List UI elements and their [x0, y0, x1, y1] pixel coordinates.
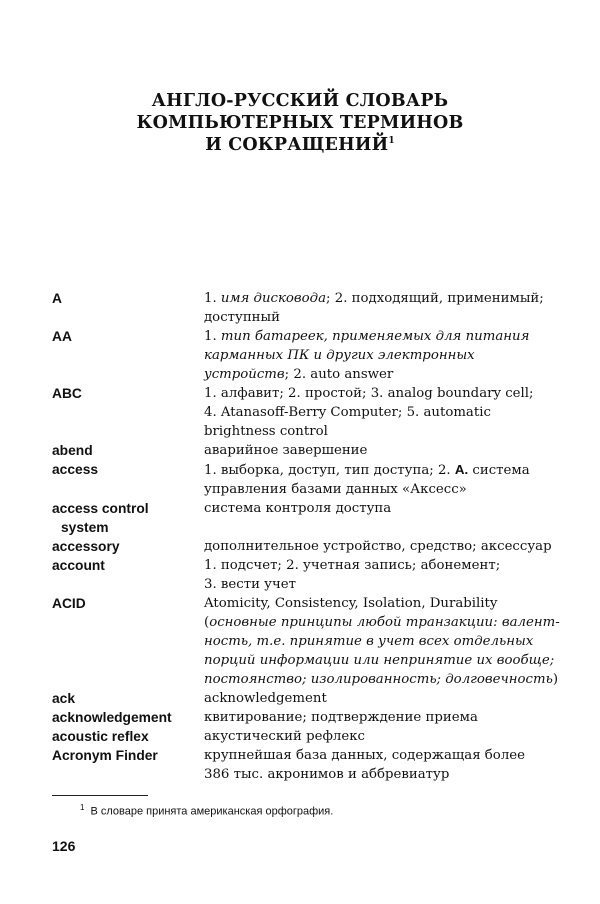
definition-text: аварийное завершение	[204, 443, 368, 458]
title-line-3-text: И СОКРАЩЕНИЙ	[205, 135, 389, 155]
entry-definition	[204, 384, 552, 441]
footnote-divider	[52, 795, 148, 796]
definition-text: акустический рефлекс	[204, 729, 365, 744]
definition-italic-text: карманных ПК и других электронных	[204, 348, 475, 363]
definition-line	[204, 365, 552, 384]
definition-line	[204, 499, 552, 518]
entry-term	[52, 289, 204, 327]
dictionary-entry	[52, 708, 552, 727]
entry-definition	[204, 689, 552, 708]
entry-term-text: ABC	[52, 386, 82, 401]
entry-term-text: accessory	[52, 539, 120, 554]
definition-line	[204, 403, 552, 422]
definition-text: дополнительное устройство, средство; аксессуар	[204, 539, 552, 554]
definition-text: 1. выборка, доступ, тип доступа; 2.	[204, 463, 455, 478]
entry-term	[52, 746, 204, 784]
dictionary-entry	[52, 746, 552, 784]
dictionary-entry	[52, 327, 552, 384]
definition-line	[204, 613, 560, 632]
definition-line	[204, 537, 552, 556]
entry-definition	[204, 746, 552, 784]
definition-line	[204, 422, 552, 441]
dictionary-entries	[52, 289, 560, 784]
definition-text: управления базами данных «Аксесс»	[204, 482, 467, 497]
dictionary-entry	[52, 689, 552, 708]
dictionary-entry	[52, 441, 552, 460]
definition-text: доступный	[204, 310, 280, 325]
footnote-text: В словаре принята американская орфография.	[90, 805, 334, 818]
definition-line	[204, 441, 552, 460]
footnote-mark: 1	[80, 803, 85, 812]
dictionary-entry	[52, 537, 552, 556]
definition-text: квитирование; подтверждение приема	[204, 710, 478, 725]
definition-text: система контроля доступа	[204, 501, 392, 516]
title-line-1: АНГЛО-РУССКИЙ СЛОВАРЬ	[151, 91, 449, 111]
entry-term	[52, 556, 204, 594]
dictionary-entry	[52, 727, 552, 746]
definition-italic-text: порций информации или непринятие их вообще;	[204, 653, 555, 668]
entry-term-text: ACID	[52, 596, 86, 611]
dictionary-entry	[52, 460, 552, 499]
dictionary-entry	[52, 556, 552, 594]
definition-italic-text: устройств	[204, 367, 285, 382]
entry-definition	[204, 708, 552, 727]
definition-italic-text: тип батареек, применяемых для питания	[220, 329, 530, 344]
definition-line	[204, 556, 552, 575]
entry-term	[52, 708, 204, 727]
definition-line	[204, 346, 552, 365]
definition-line	[204, 670, 560, 689]
definition-text: acknowledgement	[204, 691, 327, 706]
definition-line	[204, 727, 552, 746]
page-title	[0, 90, 600, 156]
definition-line	[204, 575, 552, 594]
entry-term-text: AA	[52, 329, 72, 344]
definition-text: brightness control	[204, 424, 328, 439]
entry-term-text: account	[52, 558, 105, 573]
entry-definition	[204, 327, 552, 384]
entry-term	[52, 499, 204, 537]
entry-term-text: acknowledgement	[52, 710, 172, 725]
entry-definition	[204, 460, 552, 499]
entry-term	[52, 460, 204, 499]
definition-text: (	[204, 615, 210, 630]
entry-term-text: acoustic reflex	[52, 729, 149, 744]
definition-text: 1.	[204, 291, 221, 306]
definition-line	[204, 632, 560, 651]
definition-line	[204, 746, 552, 765]
title-line-2: КОМПЬЮТЕРНЫХ ТЕРМИНОВ	[136, 113, 464, 133]
entry-definition	[204, 289, 552, 327]
entry-term-text: abend	[52, 443, 93, 458]
page-number: 126	[52, 838, 76, 854]
entry-term-continuation: system	[61, 520, 109, 535]
entry-term	[52, 537, 204, 556]
dictionary-entry	[52, 289, 552, 327]
entry-definition	[204, 441, 552, 460]
definition-line	[204, 765, 552, 784]
entry-definition	[204, 537, 552, 556]
dictionary-entry	[52, 384, 552, 441]
definition-text: 4. Atanasoff-Berry Computer; 5. automatic	[204, 405, 491, 420]
entry-term-text: access	[52, 462, 99, 477]
definition-text: )	[552, 672, 559, 687]
entry-term	[52, 594, 204, 689]
entry-term	[52, 689, 204, 708]
definition-text: крупнейшая база данных, содержащая более	[204, 748, 526, 763]
entry-definition	[204, 499, 552, 537]
definition-line	[204, 708, 552, 727]
definition-line	[204, 289, 552, 308]
entry-term	[52, 327, 204, 384]
definition-text: ; 2. подходящий, применимый;	[326, 291, 544, 306]
definition-text: 386 тыс. акронимов и аббревиатур	[204, 767, 450, 782]
entry-definition	[204, 594, 560, 689]
title-line-3	[0, 134, 600, 156]
definition-line	[204, 327, 552, 346]
footnote	[80, 800, 333, 820]
definition-text: 1.	[204, 329, 221, 344]
definition-line	[204, 689, 552, 708]
definition-italic-text: имя дисковода	[220, 291, 327, 306]
entry-term	[52, 441, 204, 460]
entry-term-text: A	[52, 291, 62, 306]
dictionary-entry	[52, 499, 552, 537]
definition-italic-text: ность, т.е. принятие в учет всех отдельных	[204, 634, 534, 649]
entry-definition	[204, 727, 552, 746]
definition-line	[204, 384, 552, 403]
definition-italic-text: основные принципы любой транзакции: валент-	[209, 615, 560, 630]
entry-term-text: access control	[52, 501, 149, 516]
definition-text: Atomicity, Consistency, Isolation, Durability	[204, 596, 498, 611]
definition-text: 1. подсчет; 2. учетная запись; абонемент;	[204, 558, 501, 573]
definition-text: система	[468, 463, 530, 478]
definition-italic-text: постоянство; изолированность; долговечность	[204, 672, 553, 687]
definition-text: 3. вести учет	[204, 577, 297, 592]
definition-line	[204, 460, 552, 480]
entry-term	[52, 384, 204, 441]
entry-term	[52, 727, 204, 746]
definition-line	[204, 308, 552, 327]
definition-text: ; 2. auto answer	[284, 367, 394, 382]
entry-term-text: ack	[52, 691, 76, 706]
definition-bold-text: A.	[454, 462, 469, 477]
definition-line	[204, 480, 552, 499]
dictionary-entry	[52, 594, 560, 689]
entry-term-text: Acronym Finder	[52, 748, 158, 763]
definition-text: 1. алфавит; 2. простой; 3. analog boundary cell;	[204, 386, 534, 401]
entry-definition	[204, 556, 552, 594]
definition-line	[204, 594, 560, 613]
definition-line	[204, 651, 560, 670]
title-footnote-mark: 1	[388, 136, 395, 147]
